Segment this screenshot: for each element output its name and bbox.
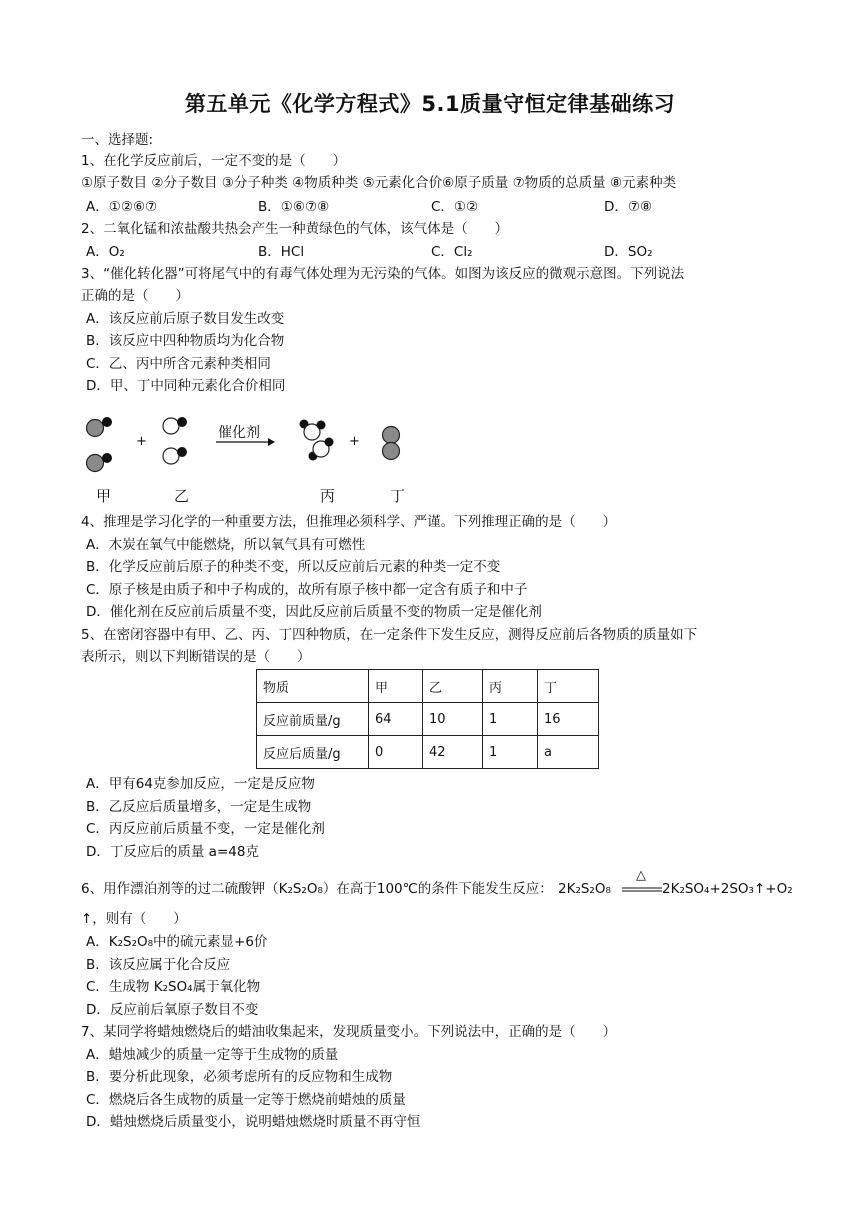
q6-option-a: A．K₂S₂O₈中的硫元素显+6价 xyxy=(86,934,268,950)
plus-sign-1: + xyxy=(136,434,147,449)
q3-stem-line1: 3、“催化转化器”可将尾气中的有毒气体处理为无污染的气体。如图为该反应的微观示意图。下列说法 xyxy=(81,266,685,282)
q6-option-b: B．该反应属于化合反应 xyxy=(86,957,231,973)
q1-option-d: D．⑦⑧ xyxy=(604,199,653,215)
q2-option-b: B．HCl xyxy=(258,244,305,260)
q1-items: ①原子数目 ②分子数目 ③分子种类 ④物质种类 ⑤元素化合价⑥原子质量 ⑦物质的总质量 ⑧元素种类 xyxy=(81,175,677,191)
label-bing: 丙 xyxy=(320,487,336,505)
q6-stem-line2: ↑，则有（ ） xyxy=(81,911,187,927)
table-cell: 42 xyxy=(423,736,483,769)
table-cell: 反应后质量/g xyxy=(257,736,369,769)
q5-option-c: C．丙反应前后质量不变，一定是催化剂 xyxy=(86,821,325,837)
q1-option-c: C．①② xyxy=(431,199,479,215)
q5-option-a: A．甲有64克参加反应，一定是反应物 xyxy=(86,776,315,792)
q2-option-c: C．Cl₂ xyxy=(431,244,473,260)
q5-stem-line1: 5、在密闭容器中有甲、乙、丙、丁四种物质，在一定条件下发生反应，测得反应前后各物质的质量如下 xyxy=(81,627,698,643)
q3-option-a: A．该反应前后原子数目发生改变 xyxy=(86,311,285,327)
table-cell: 1 xyxy=(483,703,538,736)
q6-heat-symbol: △ xyxy=(636,868,646,883)
page-title: 第五单元《化学方程式》5.1质量守恒定律基础练习 xyxy=(184,92,676,116)
table-cell: 物质 xyxy=(257,670,369,703)
q5-stem-line2: 表所示，则以下判断错误的是（ ） xyxy=(81,649,311,665)
plus-sign-2: + xyxy=(349,434,360,449)
q7-option-c: C．燃烧后各生成物的质量一定等于燃烧前蜡烛的质量 xyxy=(86,1092,406,1108)
q5-option-b: B．乙反应后质量增多，一定是生成物 xyxy=(86,799,312,815)
q7-option-a: A．蜡烛减少的质量一定等于生成物的质量 xyxy=(86,1047,339,1063)
molecule-ding xyxy=(383,427,400,460)
label-yi: 乙 xyxy=(174,487,190,505)
q2-option-a: A．O₂ xyxy=(86,244,125,260)
table-row xyxy=(257,703,599,736)
section-heading: 一、选择题: xyxy=(81,132,154,148)
q1-stem: 1、在化学反应前后，一定不变的是（ ） xyxy=(81,153,347,169)
q7-option-d: D．蜡烛燃烧后质量变小，说明蜡烛燃烧时质量不再守恒 xyxy=(86,1114,421,1130)
table-cell: 乙 xyxy=(423,670,483,703)
catalyst-label: 催化剂 xyxy=(218,425,260,441)
q3-stem-line2: 正确的是（ ） xyxy=(81,288,189,304)
q4-option-c: C．原子核是由质子和中子构成的，故所有原子核中都一定含有质子和中子 xyxy=(86,582,528,598)
table-cell: 丙 xyxy=(483,670,538,703)
table-cell: 反应前质量/g xyxy=(257,703,369,736)
q1-option-b: B．①⑥⑦⑧ xyxy=(258,199,330,215)
q6-equation-right: 2K₂SO₄+2SO₃↑+O₂ xyxy=(662,881,793,897)
q4-stem: 4、推理是学习化学的一种重要方法，但推理必须科学、严谨。下列推理正确的是（ ） xyxy=(81,514,617,530)
q6-option-c: C．生成物 K₂SO₄属于氧化物 xyxy=(86,979,261,995)
table-cell: 64 xyxy=(369,703,423,736)
reaction-diagram xyxy=(78,408,438,508)
q6-equation-left: 2K₂S₂O₈ xyxy=(558,881,611,897)
q6-option-d: D．反应前后氧原子数目不变 xyxy=(86,1002,259,1018)
table-row xyxy=(257,736,599,769)
mass-table xyxy=(256,669,599,769)
q4-option-a: A．木炭在氧气中能燃烧，所以氧气具有可燃性 xyxy=(86,537,366,553)
label-jia: 甲 xyxy=(96,487,112,505)
q7-option-b: B．要分析此现象，必须考虑所有的反应物和生成物 xyxy=(86,1069,393,1085)
table-cell: 0 xyxy=(369,736,423,769)
q4-option-d: D．催化剂在反应前后质量不变，因此反应前后质量不变的物质一定是催化剂 xyxy=(86,604,542,620)
table-cell: 10 xyxy=(423,703,483,736)
q4-option-b: B．化学反应前后原子的种类不变，所以反应前后元素的种类一定不变 xyxy=(86,559,501,575)
table-cell: 甲 xyxy=(369,670,423,703)
molecule-yi xyxy=(163,417,187,464)
table-cell: 丁 xyxy=(538,670,599,703)
molecule-bing xyxy=(300,420,334,461)
q6-equals-sign xyxy=(622,887,662,893)
q7-stem: 7、某同学将蜡烛燃烧后的蜡油收集起来，发现质量变小。下列说法中，正确的是（ ） xyxy=(81,1024,617,1040)
q2-stem: 2、二氧化锰和浓盐酸共热会产生一种黄绿色的气体，该气体是（ ） xyxy=(81,221,509,237)
q3-option-d: D．甲、丁中同种元素化合价相同 xyxy=(86,378,286,394)
q5-option-d: D．丁反应后的质量 a=48克 xyxy=(86,844,259,860)
q6-stem-line1: 6、用作漂泊剂等的过二硫酸钾（K₂S₂O₈）在高于100℃的条件下能发生反应： xyxy=(81,881,553,897)
label-ding: 丁 xyxy=(390,487,406,505)
q3-option-b: B．该反应中四种物质均为化合物 xyxy=(86,333,285,349)
q1-option-a: A．①②⑥⑦ xyxy=(86,199,158,215)
table-cell: a xyxy=(538,736,599,769)
molecule-jia xyxy=(87,417,113,472)
table-cell: 1 xyxy=(483,736,538,769)
table-cell: 16 xyxy=(538,703,599,736)
q2-option-d: D．SO₂ xyxy=(604,244,653,260)
molecule-diagram-svg xyxy=(78,408,438,478)
q3-option-c: C．乙、丙中所含元素种类相同 xyxy=(86,356,271,372)
table-row xyxy=(257,670,599,703)
